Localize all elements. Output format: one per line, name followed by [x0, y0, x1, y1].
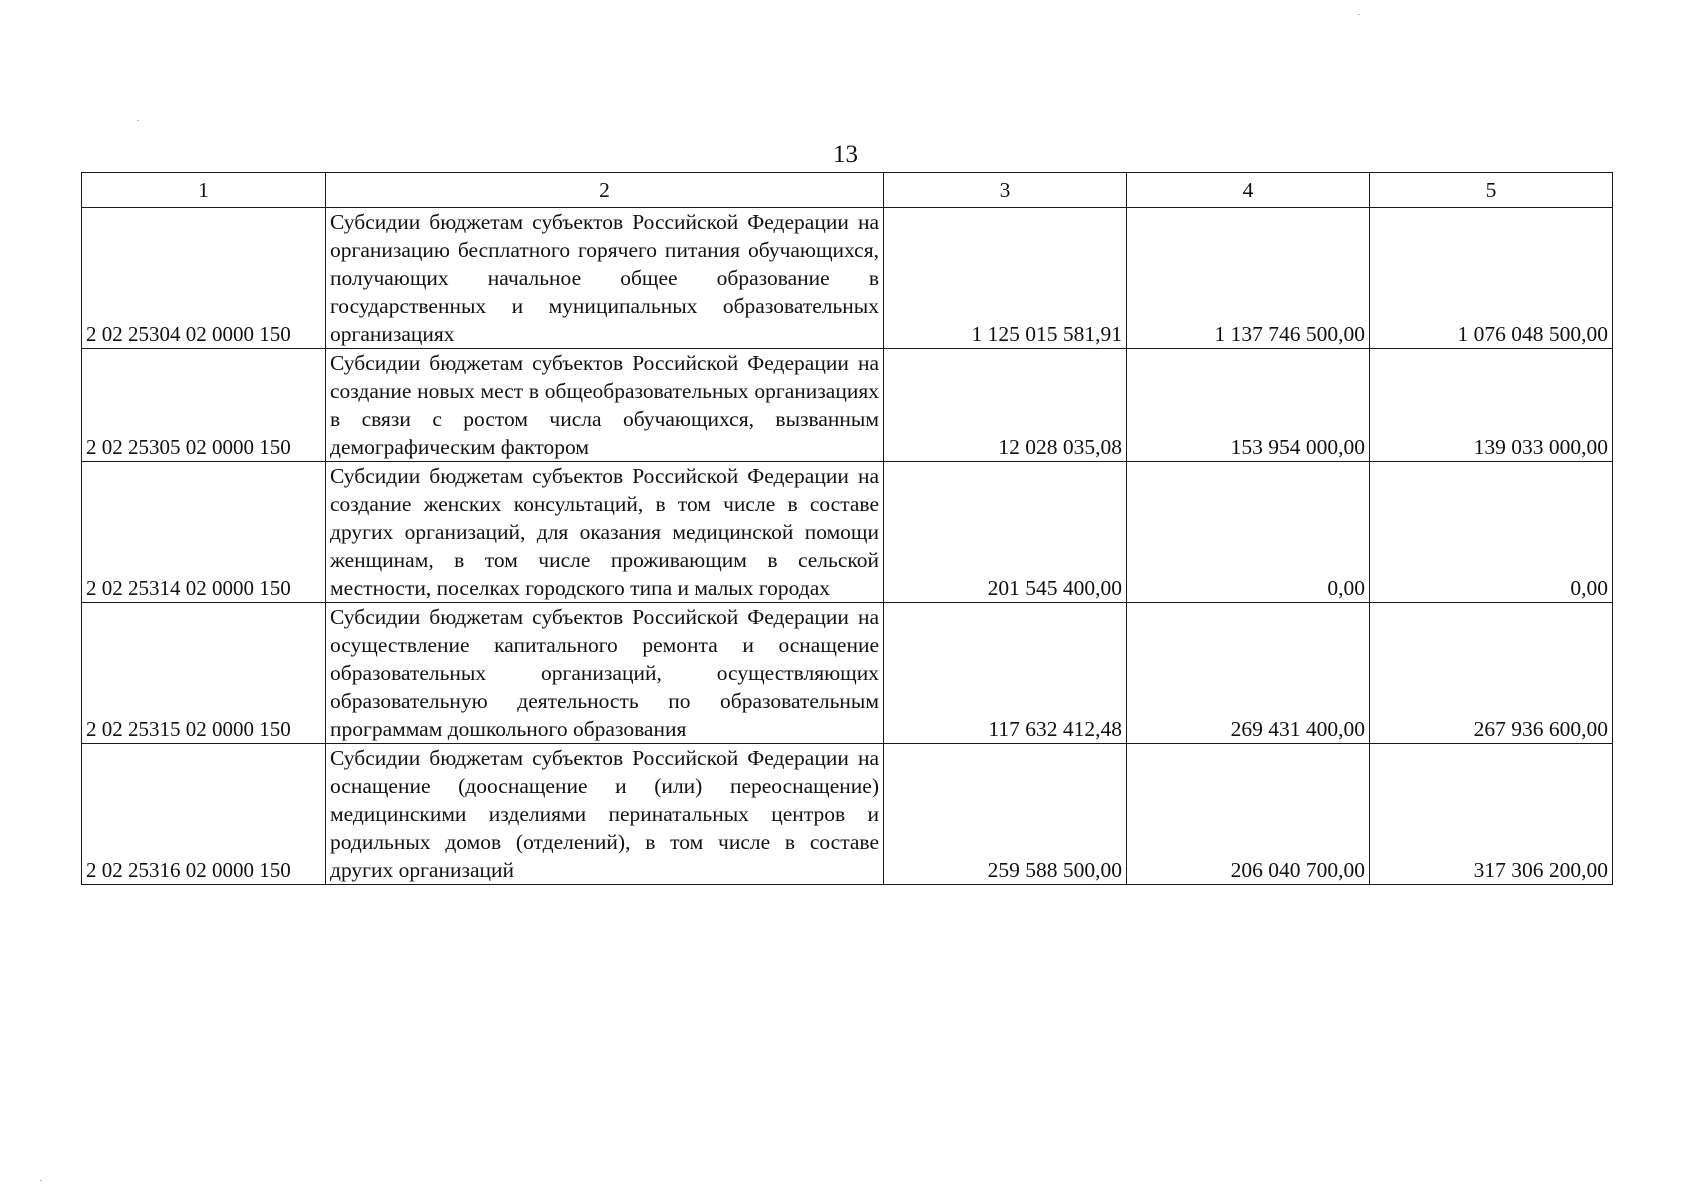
budget-code-cell: 2 02 25314 02 0000 150 — [82, 462, 326, 603]
description-cell: Субсидии бюджетам субъектов Российской Федерации на создание новых мест в общеобразовательных организациях в связи с ростом числа обучающихся, вызванным демографическим фактором — [326, 349, 884, 462]
budget-table — [81, 172, 1613, 885]
table-row — [82, 603, 1613, 744]
amount-col5-cell: 317 306 200,00 — [1370, 744, 1613, 885]
budget-code-cell: 2 02 25304 02 0000 150 — [82, 208, 326, 349]
scan-speck — [40, 1180, 42, 1181]
table-row — [82, 462, 1613, 603]
column-header-1: 1 — [82, 173, 326, 208]
amount-col3-cell: 259 588 500,00 — [884, 744, 1127, 885]
amount-col5-cell: 1 076 048 500,00 — [1370, 208, 1613, 349]
amount-col5-cell: 0,00 — [1370, 462, 1613, 603]
amount-col4-cell: 1 137 746 500,00 — [1127, 208, 1370, 349]
column-number-header-row — [82, 173, 1613, 208]
scan-speck — [137, 120, 139, 121]
amount-col5-cell: 139 033 000,00 — [1370, 349, 1613, 462]
amount-col4-cell: 0,00 — [1127, 462, 1370, 603]
amount-col4-cell: 269 431 400,00 — [1127, 603, 1370, 744]
page-number: 13 — [833, 141, 858, 168]
amount-col3-cell: 1 125 015 581,91 — [884, 208, 1127, 349]
amount-col4-cell: 206 040 700,00 — [1127, 744, 1370, 885]
column-header-5: 5 — [1370, 173, 1613, 208]
amount-col4-cell: 153 954 000,00 — [1127, 349, 1370, 462]
column-header-3: 3 — [884, 173, 1127, 208]
budget-code-cell: 2 02 25305 02 0000 150 — [82, 349, 326, 462]
table-row — [82, 744, 1613, 885]
description-cell: Субсидии бюджетам субъектов Российской Федерации на осуществление капитального ремонта и оснащение образовательных организаций, осуществляющих образовательную деятельность по образовательным программам дошкольного образования — [326, 603, 884, 744]
table-row — [82, 208, 1613, 349]
budget-code-cell: 2 02 25316 02 0000 150 — [82, 744, 326, 885]
budget-code-cell: 2 02 25315 02 0000 150 — [82, 603, 326, 744]
column-header-2: 2 — [326, 173, 884, 208]
description-cell: Субсидии бюджетам субъектов Российской Федерации на организацию бесплатного горячего питания обучающихся, получающих начальное общее образование в государственных и муниципальных образовательных организациях — [326, 208, 884, 349]
amount-col3-cell: 12 028 035,08 — [884, 349, 1127, 462]
scan-speck — [1358, 14, 1360, 15]
table-row — [82, 349, 1613, 462]
amount-col5-cell: 267 936 600,00 — [1370, 603, 1613, 744]
description-cell: Субсидии бюджетам субъектов Российской Федерации на оснащение (дооснащение и (или) переоснащение) медицинскими изделиями перинатальных центров и родильных домов (отделений), в том числе в составе других организаций — [326, 744, 884, 885]
description-cell: Субсидии бюджетам субъектов Российской Федерации на создание женских консультаций, в том числе в составе других организаций, для оказания медицинской помощи женщинам, в том числе проживающим в сельской местности, поселках городского типа и малых городах — [326, 462, 884, 603]
amount-col3-cell: 117 632 412,48 — [884, 603, 1127, 744]
column-header-4: 4 — [1127, 173, 1370, 208]
amount-col3-cell: 201 545 400,00 — [884, 462, 1127, 603]
